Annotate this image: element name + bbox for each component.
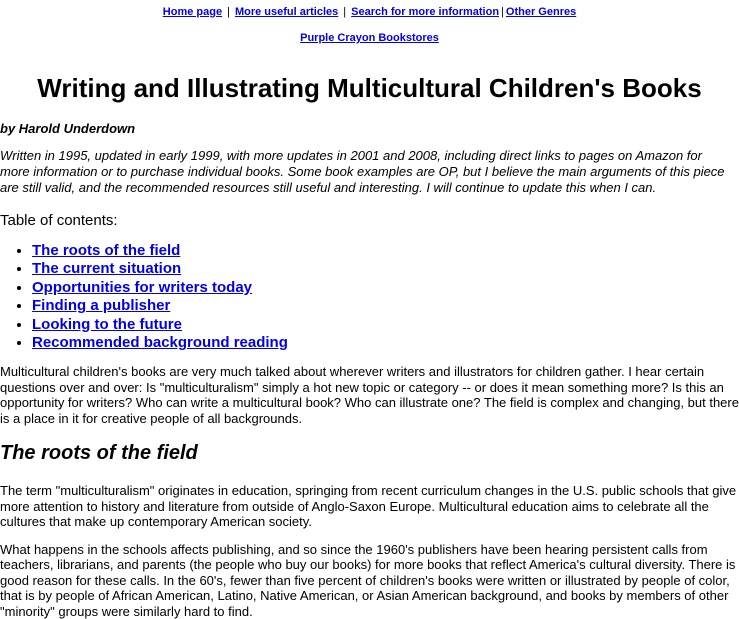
body-paragraph: What happens in the schools affects publishing, and so since the 1960's publishers have been hearing persistent calls from teachers, librarians, and parents (the people who buy our books) for more books that reflect America's cultural diversity. There is good reason for these calls. In the 60's, fewer than five percent of children's books were written or illustrated by people of color, that is by people of African American, Latino, Native American, or Asian American background, and books by members of other "minority" groups were similarly hard to find. bbox=[0, 541, 736, 619]
home-page-link[interactable]: Home page bbox=[162, 6, 223, 18]
toc-item bbox=[32, 279, 739, 297]
section-heading-roots: The roots of the field bbox=[0, 442, 198, 465]
toc-link-current-situation[interactable]: The current situation bbox=[32, 260, 182, 278]
top-navigation bbox=[0, 6, 739, 19]
update-note: Written in 1995, updated in early 1999, with more updates in 2001 and 2008, including direct links to pages on Amazon for more information or to purchase individual books. Some book examples are OP, but I believe the main arguments of this piece are still valid, and the recommended resources still useful and interesting. I will continue to update this when I can. bbox=[0, 148, 725, 195]
toc-link-background-reading[interactable]: Recommended background reading bbox=[32, 334, 288, 352]
toc-item bbox=[32, 316, 739, 334]
toc-item bbox=[32, 334, 739, 352]
intro-paragraph: Multicultural children's books are very much talked about wherever writers and illustrators for children gather. I hear certain questions over and over: Is "multiculturalism" simply a hot new topic or category -- or does it mean something more? Is this an opportunity for writers? Who can write a multicultural book? Who can illustrate one? The field is complex and changing, but there is a place in it for creative people of all backgrounds. bbox=[0, 364, 739, 426]
other-genres-link[interactable]: Other Genres bbox=[505, 6, 577, 18]
table-of-contents bbox=[0, 242, 739, 352]
toc-link-roots[interactable]: The roots of the field bbox=[32, 242, 181, 259]
nav-separator: | bbox=[501, 6, 504, 18]
secondary-navigation bbox=[0, 32, 739, 45]
bookstores-link[interactable]: Purple Crayon Bookstores bbox=[300, 32, 439, 44]
nav-separator: | bbox=[227, 6, 230, 18]
body-paragraph: The term "multiculturalism" originates in education, springing from recent curriculum changes in the U.S. public schools that give more attention to history and literature from outside of Anglo-Saxon Europe. Multicultural education aims to celebrate all the cultures that make up contemporary American society. bbox=[0, 483, 737, 530]
toc-link-opportunities[interactable]: Opportunities for writers today bbox=[32, 278, 253, 296]
toc-item bbox=[32, 260, 739, 278]
author-byline: by Harold Underdown bbox=[0, 121, 136, 136]
toc-link-finding-publisher[interactable]: Finding a publisher bbox=[32, 297, 171, 315]
toc-heading: Table of contents: bbox=[0, 212, 118, 229]
toc-item bbox=[32, 297, 739, 315]
more-articles-link[interactable]: More useful articles bbox=[234, 6, 339, 18]
page-title: Writing and Illustrating Multicultural Children's Books bbox=[37, 73, 702, 103]
search-info-link[interactable]: Search for more information bbox=[351, 6, 500, 18]
nav-separator: | bbox=[343, 6, 347, 18]
toc-item bbox=[32, 242, 739, 260]
toc-link-future[interactable]: Looking to the future bbox=[32, 315, 182, 333]
